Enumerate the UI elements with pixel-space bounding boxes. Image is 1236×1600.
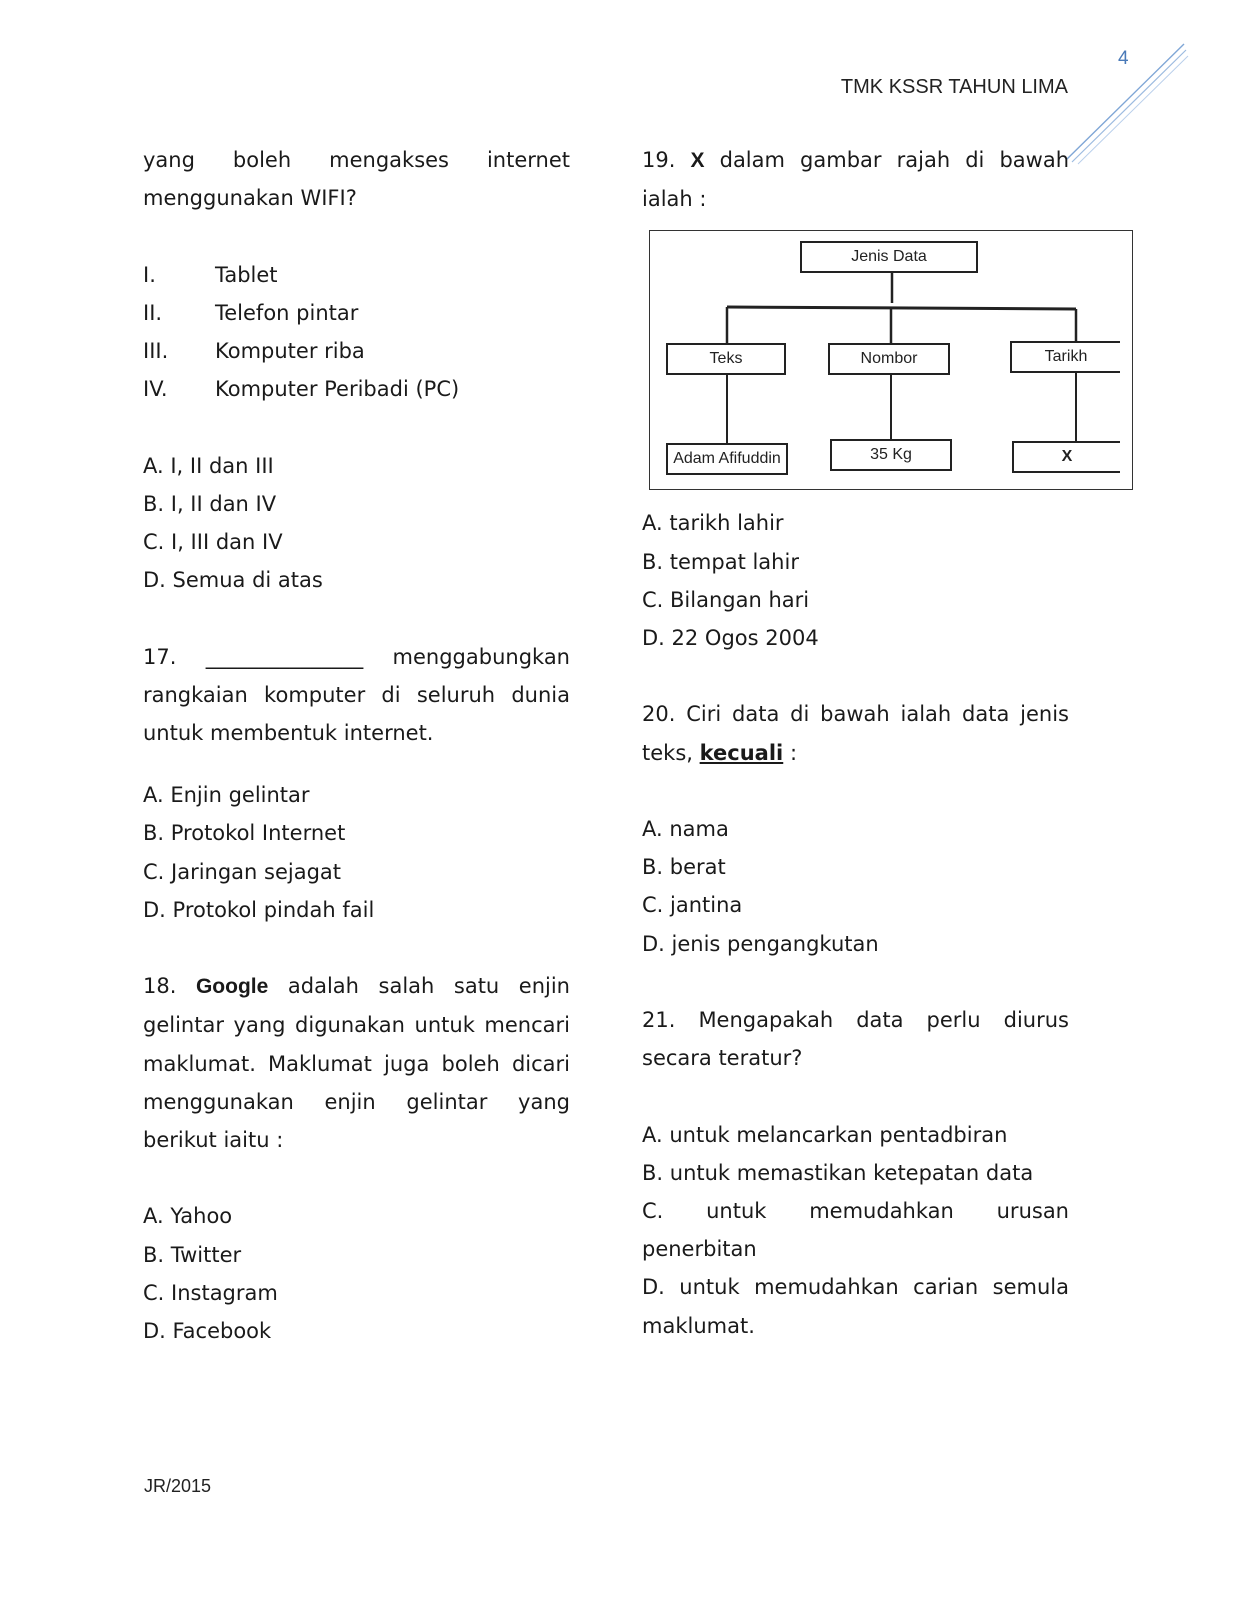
- q17-option-c: C. Jaringan sejagat: [143, 859, 342, 884]
- page-number: 4: [1118, 48, 1129, 69]
- q21-stem-line2: secara teratur?: [642, 1046, 803, 1071]
- roman-numeral: III.: [143, 339, 169, 363]
- q16-stem-line2: menggunakan WIFI?: [143, 186, 357, 211]
- q18-option-c: C. Instagram: [143, 1280, 278, 1305]
- q21-option-b: B. untuk memastikan ketepatan data: [642, 1160, 1034, 1185]
- google-keyword: Google: [195, 975, 269, 999]
- stem-text: adalah salah satu enjin: [287, 974, 570, 999]
- q18-stem-line2: gelintar yang digunakan untuk mencari: [143, 1013, 570, 1038]
- corner-decoration-icon: [1060, 40, 1190, 170]
- q20-option-d: D. jenis pengangkutan: [642, 931, 879, 956]
- q19-option-c: C. Bilangan hari: [642, 587, 810, 612]
- q17-option-a: A. Enjin gelintar: [143, 783, 310, 808]
- stem-text: :: [789, 740, 798, 765]
- data-type-tree-diagram: [649, 230, 1133, 490]
- x-keyword: X: [690, 149, 705, 172]
- right-column: [642, 141, 1088, 1345]
- q19-stem-line2: ialah :: [642, 187, 707, 212]
- node-jenis-data: Jenis Data: [800, 241, 978, 273]
- q21-stem-line1: 21. Mengapakah data perlu diurus: [642, 1008, 1069, 1032]
- q19-option-b: B. tempat lahir: [642, 549, 799, 574]
- q16-option-d: D. Semua di atas: [143, 568, 323, 593]
- node-nombor: Nombor: [828, 343, 950, 375]
- left-column: [143, 141, 570, 1350]
- q20-stem-line1: 20. Ciri data di bawah ialah data jenis: [642, 702, 1069, 727]
- q17-stem-line1: 17. _______________ menggabungkan: [143, 644, 570, 669]
- q16-option-b: B. I, II dan IV: [143, 491, 277, 516]
- q21-option-c-line2: penerbitan: [642, 1237, 757, 1262]
- q16-item-4: [143, 370, 570, 408]
- question-number: 19.: [642, 148, 676, 172]
- q16-option-a: A. I, II dan III: [143, 453, 274, 478]
- q17-stem-line2: rangkaian komputer di seluruh dunia: [143, 682, 570, 707]
- q19-option-a: A. tarikh lahir: [642, 511, 784, 536]
- node-35-kg: 35 Kg: [830, 439, 952, 471]
- q18-stem-line5: berikut iaitu :: [143, 1128, 284, 1153]
- stem-text: teks,: [642, 740, 693, 765]
- q21-option-a: A. untuk melancarkan pentadbiran: [642, 1122, 1008, 1147]
- q21-option-d-line2: maklumat.: [642, 1313, 755, 1338]
- kecuali-keyword: kecuali: [699, 740, 784, 765]
- node-x: X: [1012, 441, 1120, 473]
- q18-option-d: D. Facebook: [143, 1319, 272, 1344]
- item-text: Telefon pintar: [215, 300, 359, 325]
- roman-numeral: IV.: [143, 377, 168, 402]
- q17-option-d: D. Protokol pindah fail: [143, 897, 375, 922]
- q18-option-a: A. Yahoo: [143, 1204, 233, 1229]
- q18-option-b: B. Twitter: [143, 1242, 242, 1267]
- q18-stem-line1: [143, 967, 570, 1006]
- q21-option-c-line1: C. untuk memudahkan urusan: [642, 1199, 1069, 1223]
- question-number: 18.: [143, 974, 177, 999]
- q20-option-c: C. jantina: [642, 893, 743, 918]
- q20-stem-line2: [642, 734, 1069, 772]
- q21-option-d-line1: D. untuk memudahkan carian semula: [642, 1275, 1069, 1300]
- item-text: Tablet: [215, 262, 278, 287]
- item-text: Komputer riba: [215, 339, 365, 363]
- item-text: Komputer Peribadi (PC): [215, 377, 460, 402]
- q17-option-b: B. Protokol Internet: [143, 821, 346, 846]
- q18-stem-line4: menggunakan enjin gelintar yang: [143, 1089, 570, 1114]
- stem-text: dalam gambar rajah di bawah: [719, 148, 1070, 172]
- q19-stem-line1: [642, 141, 1069, 180]
- footer-code: JR/2015: [144, 1476, 212, 1496]
- q19-option-d: D. 22 Ogos 2004: [642, 626, 819, 651]
- q18-stem-line3: maklumat. Maklumat juga boleh dicari: [143, 1051, 570, 1076]
- header-title: TMK KSSR TAHUN LIMA: [840, 76, 1068, 98]
- roman-numeral: I.: [143, 262, 156, 287]
- q16-option-c: C. I, III dan IV: [143, 530, 283, 554]
- roman-numeral: II.: [143, 300, 163, 325]
- q16-item-3: [143, 332, 570, 370]
- q16-item-2: [143, 294, 570, 332]
- node-teks: Teks: [666, 343, 786, 375]
- q20-option-a: A. nama: [642, 817, 729, 841]
- node-adam-afifuddin: Adam Afifuddin: [666, 443, 788, 475]
- q17-stem-line3: untuk membentuk internet.: [143, 721, 434, 745]
- q16-item-1: [143, 256, 570, 294]
- q20-option-b: B. berat: [642, 855, 726, 880]
- node-tarikh: Tarikh: [1010, 341, 1120, 373]
- q16-stem-line1: yang boleh mengakses internet: [143, 148, 570, 172]
